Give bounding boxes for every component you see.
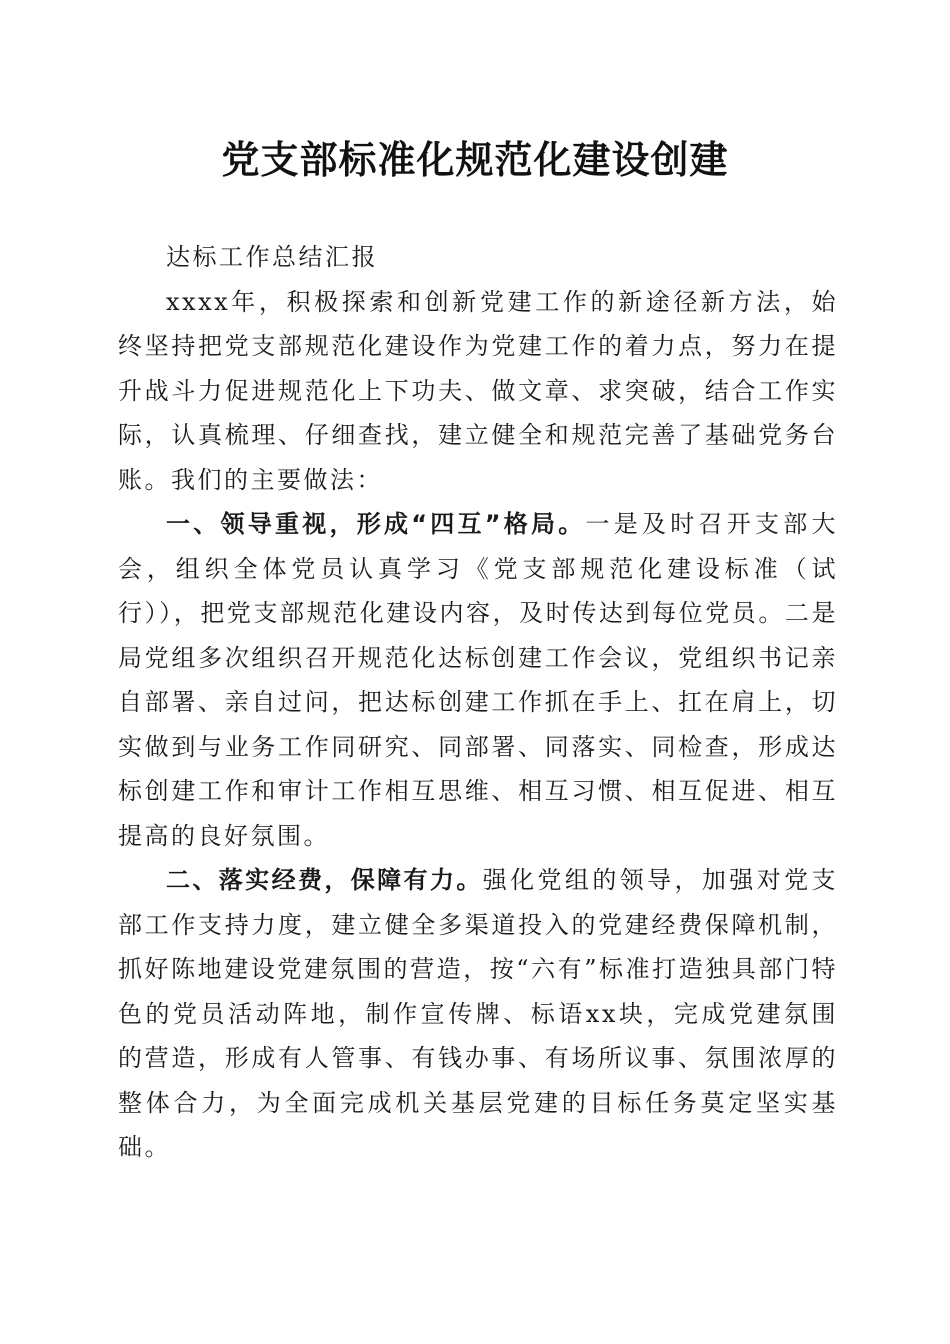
- section-heading: 一、领导重视，形成“四互”格局。: [166, 510, 586, 538]
- intro-paragraph: xxxx年，积极探索和创新党建工作的新途径新方法，始终坚持把党支部规范化建设作为党建工作的着力点，努力在提升战斗力促进规范化上下功夫、做文章、求突破，结合工作实际，认真梳理、仔细查找，建立健全和规范完善了基础党务台账。我们的主要做法：: [118, 287, 838, 494]
- section-text: 强化党组的领导，加强对党支部工作支持力度，建立健全多渠道投入的党建经费保障机制，抓好陈地建设党建氛围的营造，按“六有”标准打造独具部门特色的党员活动阵地，制作宣传牌、标语xx块，完成党建氛围的营造，形成有人管事、有钱办事、有场所议事、氛围浓厚的整体合力，为全面完成机关基层党建的目标任务莫定坚实基础。: [118, 866, 838, 1161]
- document-title: 党支部标准化规范化建设创建: [221, 137, 729, 182]
- document-subtitle: 达标工作总结汇报: [166, 243, 378, 271]
- section-heading: 二、落实经费，保障有力。: [166, 866, 483, 894]
- section-paragraph: [118, 858, 838, 1170]
- document-body: [118, 235, 838, 1170]
- section-paragraph: [118, 502, 838, 858]
- section-text: 一是及时召开支部大会，组织全体党员认真学习《党支部规范化建设标准（试行）），把党支部规范化建设内容，及时传达到每位党员。二是局党组多次组织召开规范化达标创建工作会议，党组织书记亲自部署、亲自过问，把达标创建工作抓在手上、扛在肩上，切实做到与业务工作同研究、同部署、同落实、同检查，形成达标创建工作和审计工作相互思维、相互习惯、相互促进、相互提高的良好氛围。: [118, 510, 838, 850]
